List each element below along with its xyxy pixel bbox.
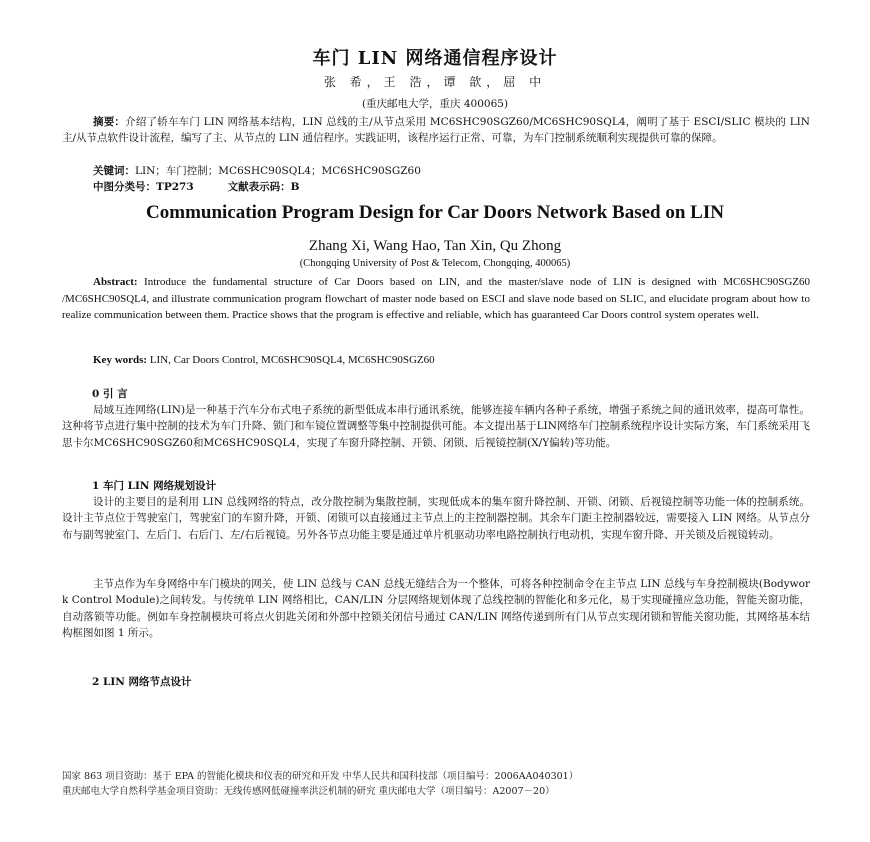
keywords-zh-text: LIN；车门控制；MC6SHC90SQL4；MC6SHC90SGZ60 bbox=[135, 165, 421, 177]
funding-footnote-2: 重庆邮电大学自然科学基金项目资助：无线传感网低碰撞率洪泛机制的研究 重庆邮电大学（项目编号：A2007－20） bbox=[62, 786, 555, 797]
classification-line bbox=[93, 179, 793, 195]
doc-code-value: B bbox=[290, 181, 300, 193]
keywords-en-text: LIN, Car Doors Control, MC6SHC90SQL4, MC6SHC90SGZ60 bbox=[149, 354, 435, 366]
abstract-zh-label: 摘要： bbox=[93, 116, 126, 128]
funding-footnote-1: 国家 863 项目资助：基于 EPA 的智能化模块和仪表的研究和开发 中华人民共和国科技部（项目编号：2006AA040301） bbox=[62, 771, 579, 782]
section-1-paragraph-1: 设计的主要目的是利用 LIN 总线网络的特点，改分散控制为集散控制，实现低成本的集车窗升降控制、开锁、闭锁、后视镜控制等功能一体的控制系统。设计主节点位于驾驶室门，驾驶室门的车窗升降，开锁、闭锁可以直接通过主节点上的主控制器控制。其余车门距主控制器较远，需要接入 LIN 网络。从节点分布与副驾驶室门、左后门、右后门、左/右后视镜。另外各节点功能主要是通过单片机驱动功率电路控制执行电动机，实现车窗升降、开关锁及后视镜转动。 bbox=[62, 496, 810, 541]
abstract-en-text: Introduce the fundamental structure of Car Doors based on LIN, and the master/slave node of LIN is designed with MC6SHC90SGZ60 /MC6SHC90SQL4, and illustrate communication program flowchart of master node based on ESCI and slave node based on SLIC, and elucidate program about how to realize communication between them. Practice shows that the program is effective and reliable, which has guaranteed Car Doors control system operates well. bbox=[62, 276, 810, 322]
classification-value: TP273 bbox=[156, 181, 194, 193]
section-heading-1: 1 车门 LIN 网络规划设计 bbox=[92, 480, 217, 492]
paper-title-zh: 车门 LIN 网络通信程序设计 bbox=[312, 48, 558, 69]
intro-paragraph: 局域互连网络(LIN)是一种基于汽车分布式电子系统的新型低成本串行通讯系统，能够连接车辆内各种子系统，增强子系统之间的通讯效率，提高可靠性。这种将节点进行集中控制的技术为车门升降、锁门和车镜位置调整等集中控制提供可能。本文提出基于LIN网络车门控制系统程序设计实际方案，车门系统采用飞思卡尔MC6SHC90SGZ60和MC6SHC90SQL4，实现了车窗升降控制、开锁、闭锁、后视镜控制(X/Y偏转)等功能。 bbox=[62, 404, 810, 449]
affiliation-en: (Chongqing University of Post & Telecom, Chongqing, 400065) bbox=[299, 258, 571, 269]
abstract-en-label: Abstract: bbox=[93, 276, 138, 288]
section-heading-2: 2 LIN 网络节点设计 bbox=[92, 676, 192, 688]
authors-zh: 张 希，王 浩，谭 歆，屈 中 bbox=[323, 75, 547, 89]
abstract-zh-text: 介绍了轿车车门 LIN 网络基本结构，LIN 总线的主/从节点采用 MC6SHC90SGZ60/MC6SHC90SQL4，阐明了基于 ESCI/SLIC 模块的 LIN 主/从节点软件设计流程，编写了主、从节点的 LIN 通信程序。实践证明，该程序运行正常、可靠，为车门控制系统顺利实现提供可靠的保障。 bbox=[62, 116, 810, 145]
doc-code-label: 文献表示码： bbox=[227, 181, 291, 193]
authors-en: Zhang Xi, Wang Hao, Tan Xin, Qu Zhong bbox=[308, 238, 562, 254]
classification-label: 中图分类号： bbox=[93, 181, 156, 193]
section-heading-intro: 0 引 言 bbox=[92, 388, 128, 400]
section-1-paragraph-2: 主节点作为车身网络中车门模块的网关，使 LIN 总线与 CAN 总线无缝结合为一个整体，可将各种控制命令在主节点 LIN 总线与车身控制模块(Bodywork Control Module)之间转发。与传统单 LIN 网络相比，CAN/LIN 分层网络规划体现了总线控制的智能化和多元化，易于实现碰撞应急功能，智能关窗功能，自动落锁等功能。例如车身控制模块可将点火钥匙关闭和外部中控锁关闭信号通过 CAN/LIN 网络传递到所有门从节点实现闭锁和智能关窗功能，其网络基本结构框图如图 1 所示。 bbox=[62, 578, 810, 640]
keywords-en-label: Key words: bbox=[93, 354, 148, 366]
keywords-en bbox=[93, 352, 793, 369]
keywords-zh bbox=[93, 163, 793, 179]
abstract-zh bbox=[62, 114, 810, 147]
affiliation-zh: (重庆邮电大学，重庆 400065) bbox=[361, 98, 509, 110]
paper-title-en: Communication Program Design for Car Doors Network Based on LIN bbox=[146, 202, 724, 223]
keywords-zh-label: 关键词： bbox=[93, 165, 135, 177]
abstract-en bbox=[62, 274, 810, 324]
